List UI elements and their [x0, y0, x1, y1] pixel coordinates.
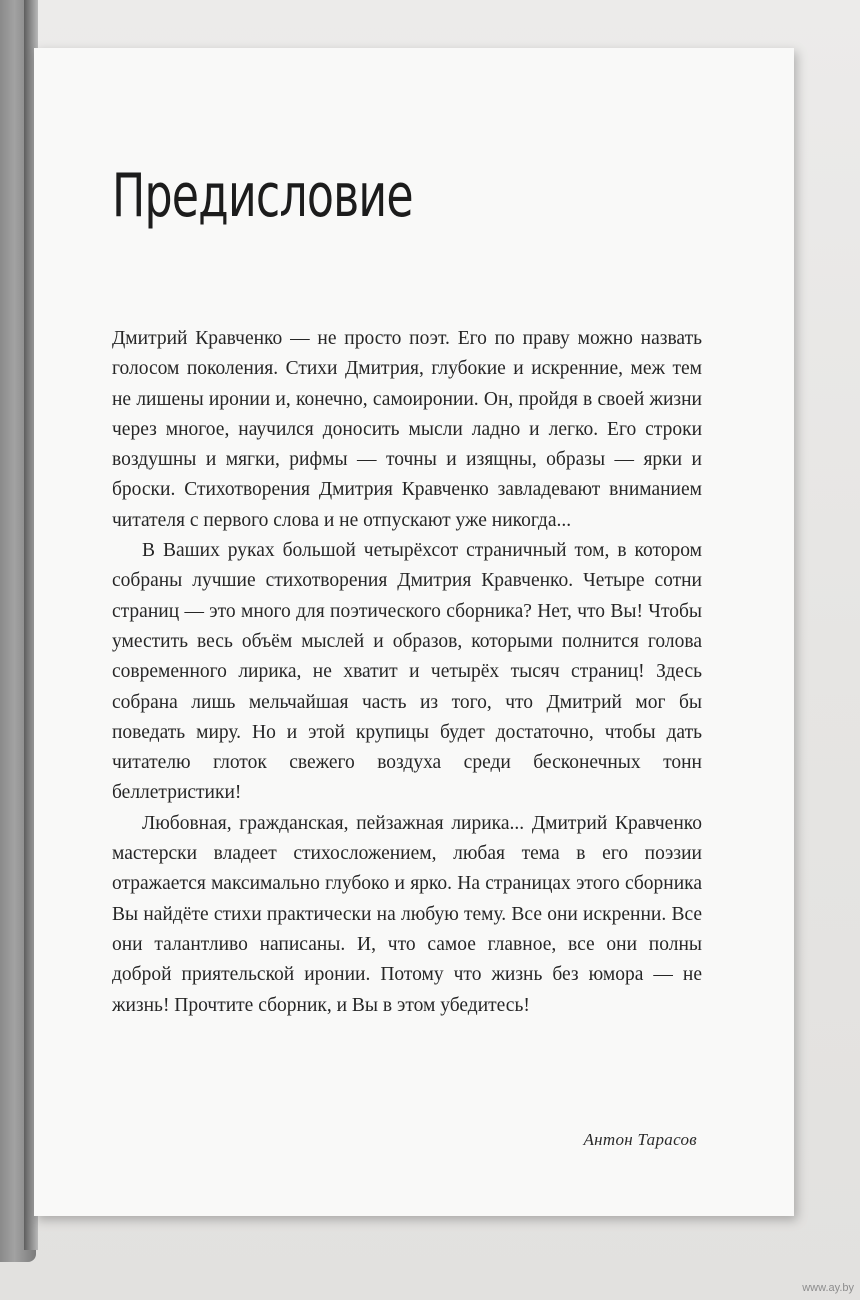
book-page	[34, 48, 794, 1216]
site-watermark: www.ay.by	[802, 1282, 854, 1294]
page-title: Предисловие	[112, 161, 413, 231]
paragraph-1: Дмитрий Кравченко — не просто поэт. Его по праву можно назвать голосом поколения. Стихи Дмитрия, глубокие и искренние, меж тем не лишены иронии и, конечно, самоиронии. Он, пройдя в своей жизни через многое, научился доносить мысли ладно и легко. Его строки воздушны и мягки, рифмы — точны и изящны, образы — ярки и броски. Стихотворения Дмитрия Кравченко завладевают вниманием читателя с первого слова и не отпускают уже никогда...	[112, 328, 702, 531]
author-signature: Антон Тарасов	[583, 1130, 697, 1149]
preface-body	[112, 324, 702, 1021]
paragraph-2: В Ваших руках большой четырёхсот страничный том, в котором собраны лучшие стихотворения Дмитрия Кравченко. Четыре сотни страниц — это много для поэтического сборника? Нет, что Вы! Чтобы уместить весь объём мыслей и образов, которыми полнится голова современного лирика, не хватит и четырёх тысяч страниц! Здесь собрана лишь мельчайшая часть из того, что Дмитрий мог бы поведать миру. Но и этой крупицы будет достаточно, чтобы дать читателю глоток свежего воздуха среди бесконечных тонн беллетристики!	[112, 540, 702, 804]
paragraph-3: Любовная, гражданская, пейзажная лирика... Дмитрий Кравченко мастерски владеет стихосложением, любая тема в его поэзии отражается максимально глубоко и ярко. На страницах этого сборника Вы найдёте стихи практически на любую тему. Все они искренни. Все они талантливо написаны. И, что самое главное, все они полны доброй приятельской иронии. Потому что жизнь без юмора — не жизнь! Прочтите сборник, и Вы в этом убедитесь!	[112, 812, 702, 1016]
